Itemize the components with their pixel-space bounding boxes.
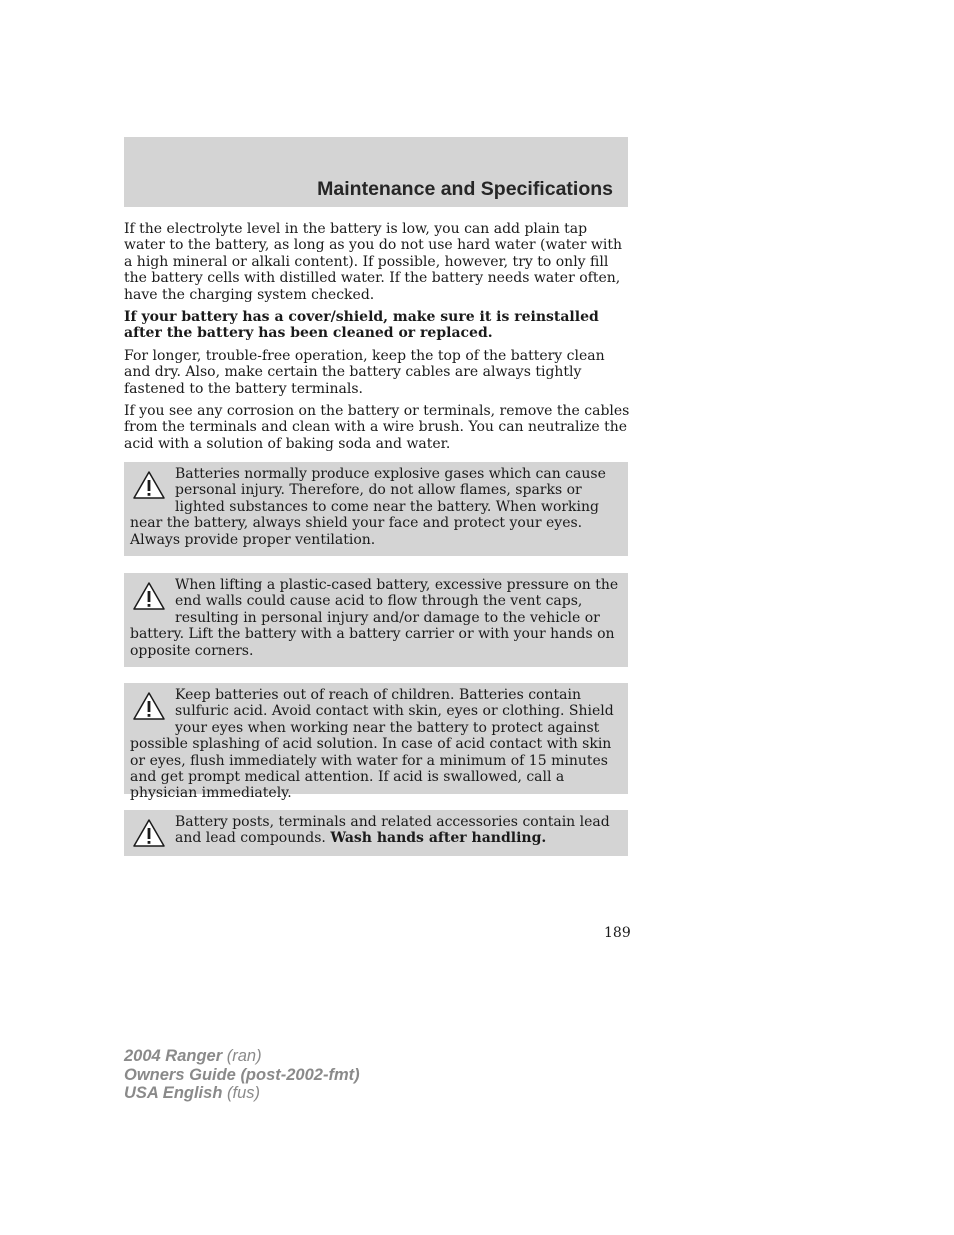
body-paragraph: If the electrolyte level in the battery is low, you can add plain tap water to the battery, as long as you do not use hard water (water with a high mineral or alkali content). If possible, however, try to only fill the battery cells with distilled water. If the battery needs water often, have the charging system checked. xyxy=(124,221,622,303)
warning-text: Battery posts, terminals and related accessories contain lead and lead compounds. xyxy=(175,814,610,847)
page-number: 189 xyxy=(604,925,631,941)
warning-box xyxy=(124,573,628,667)
warning-text: Batteries normally produce explosive gases which can cause personal injury. Therefore, do not allow flames, sparks or lighted substances to come near the battery. When working near the battery, always shield your face and protect your eyes. Always provide proper ventilation. xyxy=(130,466,606,548)
warning-triangle-icon xyxy=(132,581,166,611)
warning-box xyxy=(124,462,628,556)
body-paragraph: If you see any corrosion on the battery or terminals, remove the cables from the terminals and clean with a wire brush. You can neutralize the acid with a solution of baking soda and water. xyxy=(124,403,630,452)
warning-bold-text: Wash hands after handling. xyxy=(330,830,547,847)
section-title: Maintenance and Specifications xyxy=(317,178,613,200)
footer-guide: Owners Guide (post-2002-fmt) xyxy=(124,1065,360,1084)
document-footer xyxy=(124,1047,360,1103)
warning-triangle-icon xyxy=(132,470,166,500)
warning-box xyxy=(124,683,628,802)
footer-language: USA English xyxy=(124,1084,223,1102)
footer-model-code: (ran) xyxy=(226,1047,262,1065)
warning-triangle-icon xyxy=(132,691,166,721)
body-paragraph: For longer, trouble-free operation, keep the top of the battery clean and dry. Also, make certain the battery cables are always tightly fastened to the battery terminals. xyxy=(124,348,605,397)
footer-model: 2004 Ranger xyxy=(124,1047,223,1065)
section-header xyxy=(124,137,628,207)
bold-notice-paragraph: If your battery has a cover/shield, make sure it is reinstalled after the battery has been cleaned or replaced. xyxy=(124,309,599,342)
warning-text: Keep batteries out of reach of children. Batteries contain sulfuric acid. Avoid contact with skin, eyes or clothing. Shield your eyes when working near the battery to protect against possible splashing of acid solution. In case of acid contact with skin or eyes, flush immediately with water for a minimum of 15 minutes and get prompt medical attention. If acid is swallowed, call a physician immediately. xyxy=(130,687,614,802)
warning-box xyxy=(124,810,628,856)
footer-language-code: (fus) xyxy=(227,1084,260,1102)
warning-text: When lifting a plastic-cased battery, excessive pressure on the end walls could cause acid to flow through the vent caps, resulting in personal injury and/or damage to the vehicle or battery. Lift the battery with a battery carrier or with your hands on opposite corners. xyxy=(130,577,619,659)
warning-triangle-icon xyxy=(132,818,166,848)
